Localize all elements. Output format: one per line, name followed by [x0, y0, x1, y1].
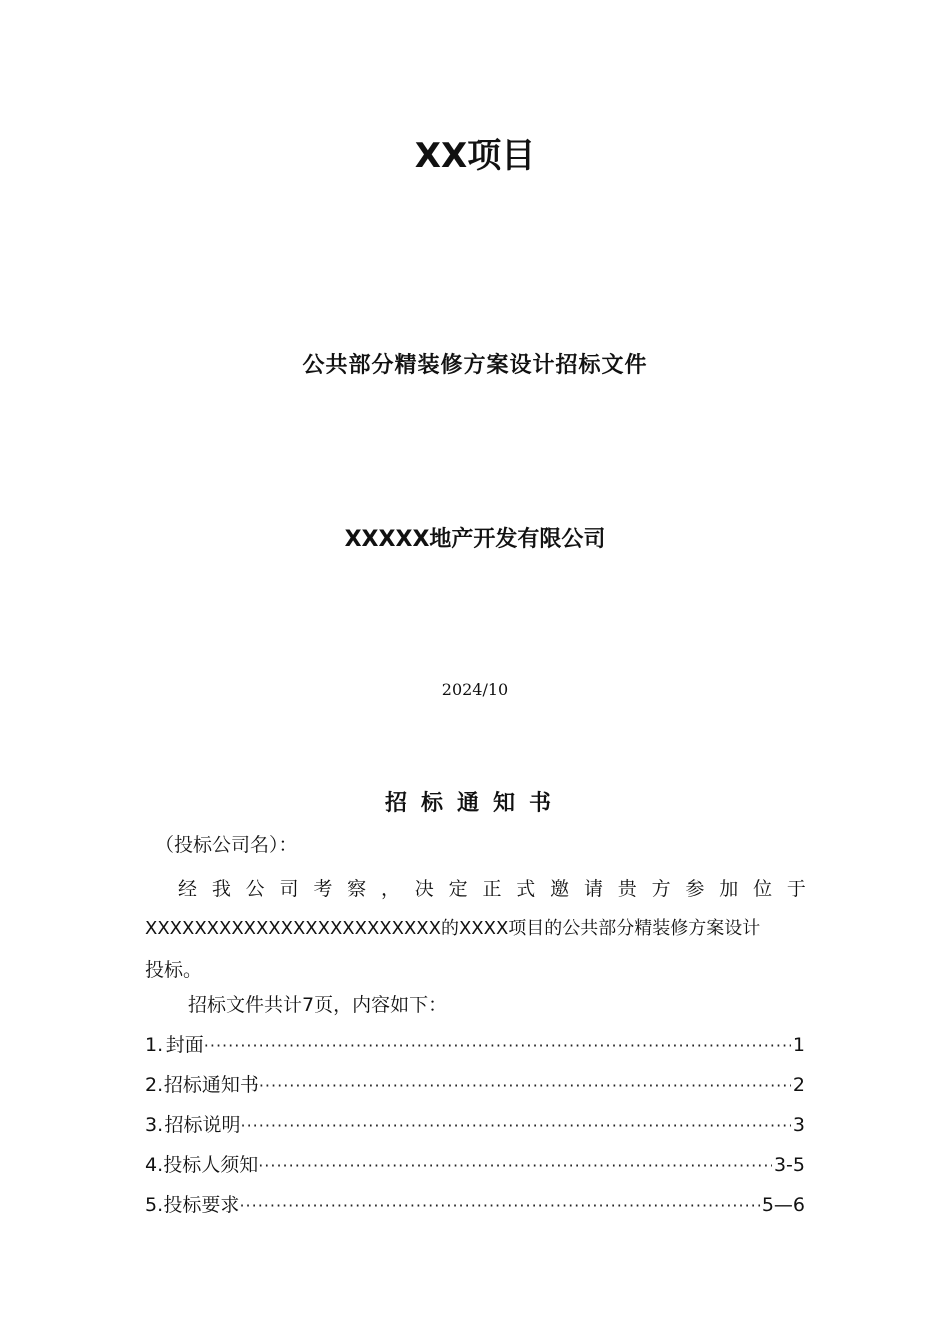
toc-page: 5—6: [761, 1194, 805, 1216]
paragraph-line-2: XXXXXXXXXXXXXXXXXXXXXXXX的XXXX项目的公共部分精装修方案设计: [145, 918, 761, 939]
paragraph-char: 邀: [550, 878, 570, 900]
paragraph-line-3: 投标。: [145, 959, 203, 981]
paragraph-char: 司: [279, 878, 299, 900]
toc-label: 封面: [165, 1034, 204, 1056]
toc-item: [145, 1070, 805, 1098]
toc-page: 3: [792, 1114, 805, 1136]
paragraph-char: 贵: [617, 878, 637, 900]
paragraph-char: 方: [651, 878, 671, 900]
paragraph-line-1: [178, 874, 806, 901]
paragraph-char: 式: [516, 878, 536, 900]
toc-number: 2.: [145, 1074, 164, 1096]
notice-title: 招标通知书: [384, 791, 565, 816]
toc-leader: [259, 1076, 791, 1095]
toc-label: 投标要求: [163, 1194, 240, 1216]
toc-item: [145, 1030, 805, 1058]
toc-summary: 招标文件共计7页，内容如下：: [188, 994, 448, 1016]
toc-leader: [241, 1116, 791, 1135]
toc-page: 1: [792, 1034, 805, 1056]
toc-item: [145, 1190, 805, 1218]
paragraph-char: 经: [178, 878, 198, 900]
paragraph-char: ，: [380, 878, 400, 900]
paragraph-char: 于: [786, 878, 806, 900]
project-title: XX项目: [414, 136, 536, 176]
company-name: XXXXX地产开发有限公司: [344, 527, 606, 552]
paragraph-char: 加: [719, 878, 739, 900]
toc-page: 2: [792, 1074, 805, 1096]
toc-item: [145, 1110, 805, 1138]
toc-number: 5.: [145, 1194, 164, 1216]
paragraph-char: 察: [347, 878, 367, 900]
paragraph-char: 定: [448, 878, 468, 900]
toc-leader: [239, 1196, 759, 1215]
paragraph-char: 正: [482, 878, 502, 900]
toc-label: 招标说明: [164, 1114, 241, 1136]
toc-label: 招标通知书: [163, 1074, 259, 1096]
toc-number: 4.: [145, 1154, 164, 1176]
paragraph-char: 我: [211, 878, 231, 900]
toc-leader: [258, 1156, 772, 1175]
toc-page: 3-5: [773, 1154, 805, 1176]
paragraph-char: 请: [583, 878, 603, 900]
paragraph-char: 公: [245, 878, 265, 900]
document-title: 公共部分精装修方案设计招标文件: [302, 353, 648, 378]
paragraph-char: 参: [685, 878, 705, 900]
paragraph-char: 位: [753, 878, 773, 900]
toc-item: [145, 1150, 805, 1178]
paragraph-char: 考: [313, 878, 333, 900]
document-date: 2024/10: [441, 680, 509, 699]
toc-number: 1.: [145, 1034, 164, 1056]
toc-number: 3.: [145, 1114, 164, 1136]
addressee: （投标公司名）：: [155, 834, 298, 856]
toc-label: 投标人须知: [163, 1154, 259, 1176]
paragraph-char: 决: [414, 878, 434, 900]
toc-leader: [204, 1036, 791, 1055]
